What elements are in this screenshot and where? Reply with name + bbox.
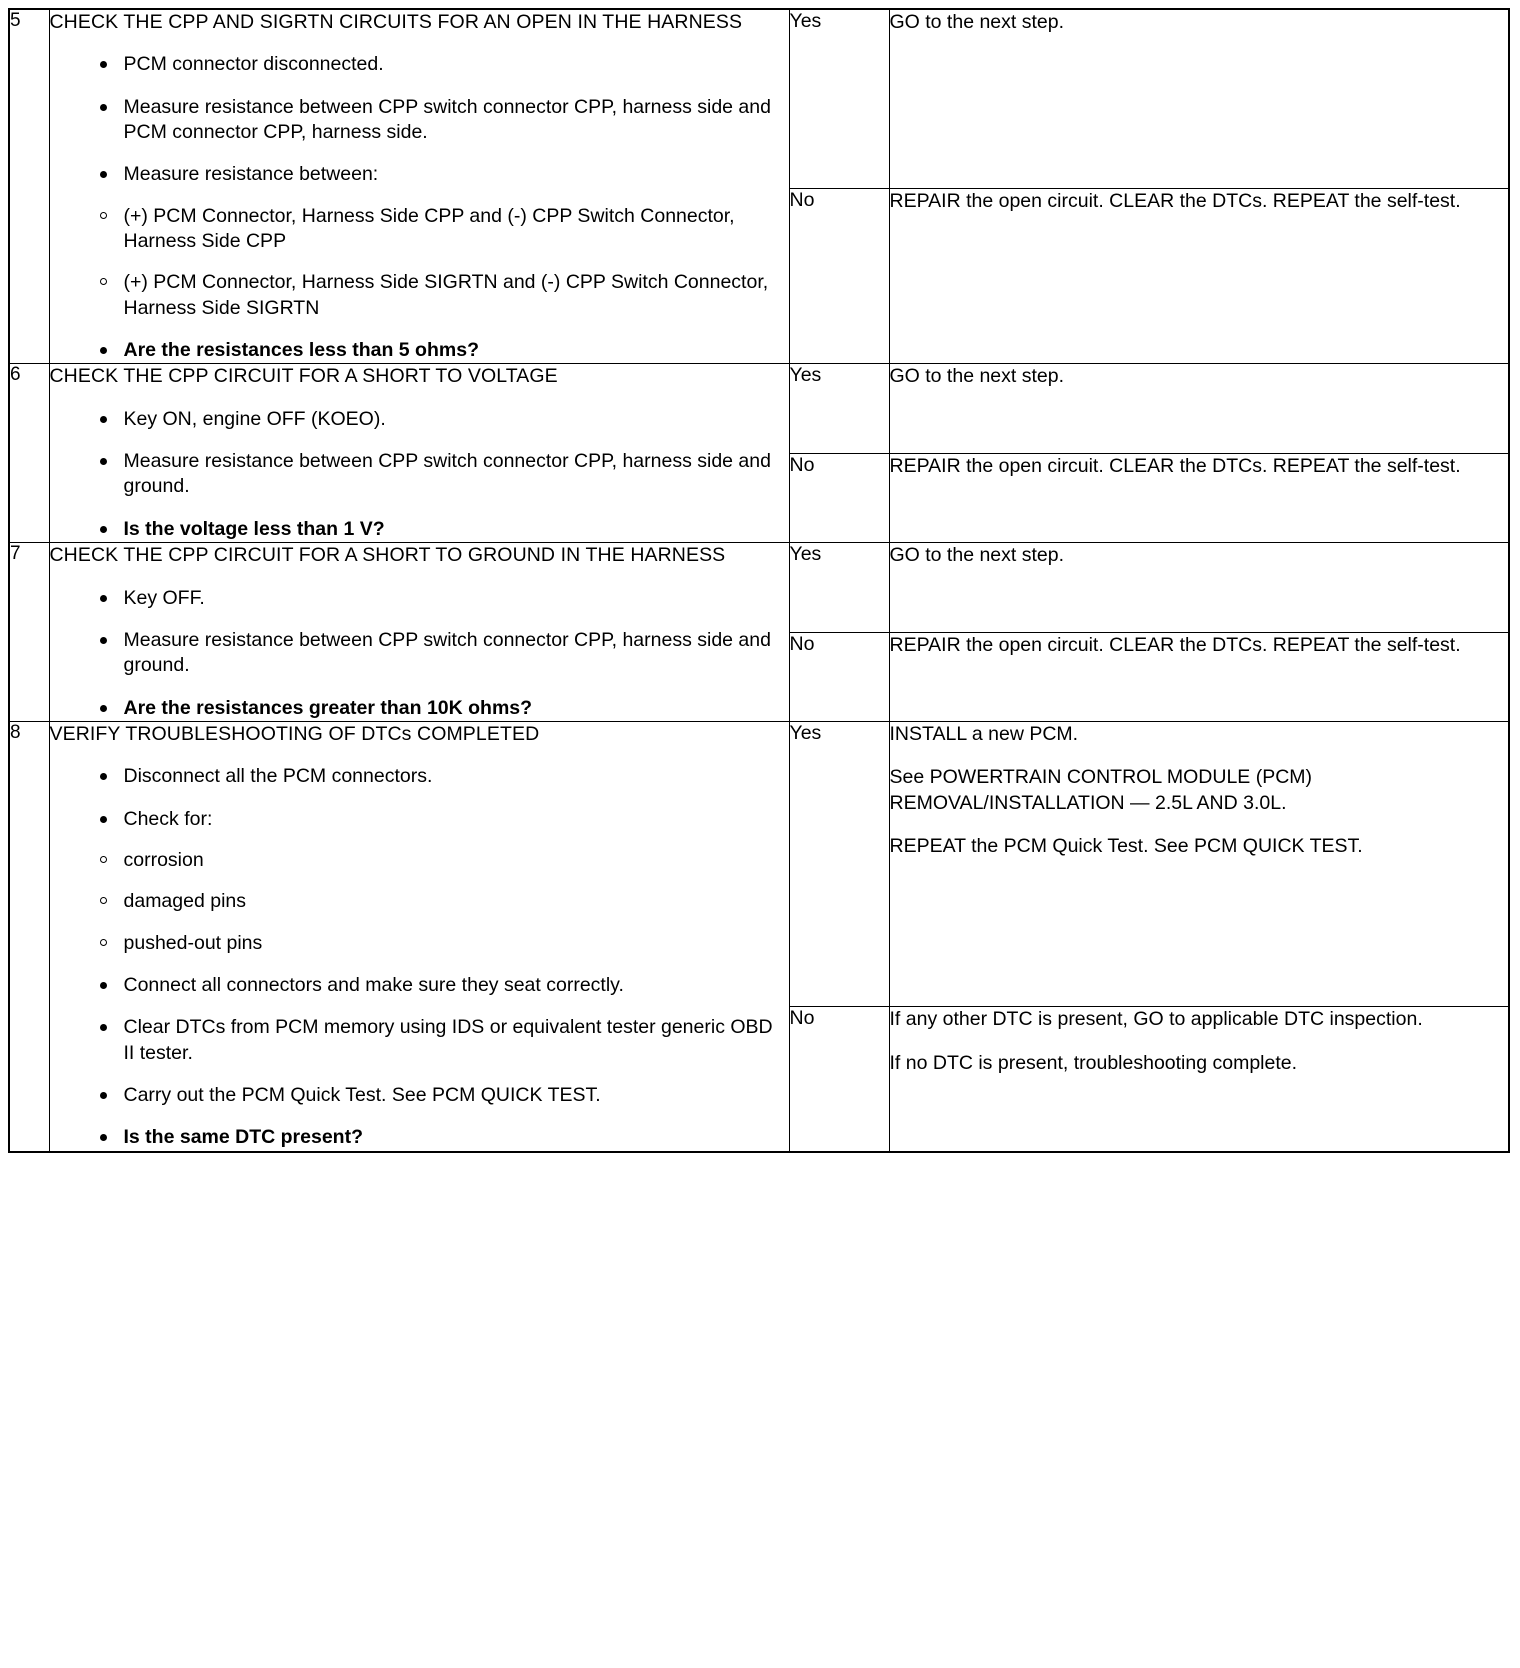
direction-text: INSTALL a new PCM. [889,722,1079,745]
step-action [49,721,789,1151]
direction-text: REPAIR the open circuit. CLEAR the DTCs. REPEAT the self-test. [889,454,1461,477]
list-item: Measure resistance between CPP switch connector CPP, harness side and PCM connector CPP, harness side. [98,95,789,146]
outcome-answer: No [789,1007,889,1152]
step-sub-bullet-list [50,848,789,956]
direction-text: REPEAT the PCM Quick Test. See PCM QUICK TEST. [889,834,1363,857]
step-question: Is the voltage less than 1 V? [98,517,789,542]
direction-text: REPAIR the open circuit. CLEAR the DTCs. REPEAT the self-test. [889,189,1461,212]
step-question-list [50,338,789,363]
table-row [9,721,1509,1006]
step-title: CHECK THE CPP CIRCUIT FOR A SHORT TO VOLTAGE [49,365,558,388]
outcome-answer: No [789,453,889,542]
step-sub-bullet-list [50,204,789,321]
list-item: Clear DTCs from PCM memory using IDS or equivalent tester generic OBD II tester. [98,1015,789,1066]
outcome-answer: Yes [789,721,889,1006]
step-number: 8 [9,721,49,1151]
list-item: pushed-out pins [98,931,789,956]
step-bullet-list-cont [50,973,789,1151]
list-item: Measure resistance between CPP switch connector CPP, harness side and ground. [98,449,789,500]
list-item: (+) PCM Connector, Harness Side SIGRTN and (-) CPP Switch Connector, Harness Side SIGRTN [98,270,789,321]
direction-text: REPAIR the open circuit. CLEAR the DTCs. REPEAT the self-test. [889,633,1461,656]
list-item: Check for: [98,807,789,832]
list-item: Disconnect all the PCM connectors. [98,764,789,789]
table-row [9,364,1509,453]
direction-text: GO to the next step. [889,365,1065,388]
outcome-directions [889,543,1509,632]
step-question: Are the resistances greater than 10K ohms? [98,696,789,721]
list-item: Connect all connectors and make sure they seat correctly. [98,973,789,998]
step-action [49,364,789,543]
step-bullet-list [50,407,789,542]
list-item: (+) PCM Connector, Harness Side CPP and (-) CPP Switch Connector, Harness Side CPP [98,204,789,255]
list-item: Carry out the PCM Quick Test. See PCM QUICK TEST. [98,1083,789,1108]
step-action [49,9,789,364]
step-title: CHECK THE CPP AND SIGRTN CIRCUITS FOR AN OPEN IN THE HARNESS [49,11,743,33]
step-bullet-list [50,764,789,832]
outcome-directions [889,721,1509,1006]
step-number: 5 [9,9,49,364]
list-item: damaged pins [98,889,789,914]
direction-text: GO to the next step. [889,544,1065,567]
outcome-directions [889,453,1509,542]
outcome-directions [889,9,1509,188]
step-question: Is the same DTC present? [98,1125,789,1150]
step-question: Are the resistances less than 5 ohms? [98,338,789,363]
list-item: Key ON, engine OFF (KOEO). [98,407,789,432]
direction-text: If any other DTC is present, GO to applicable DTC inspection. [889,1008,1423,1031]
outcome-directions [889,364,1509,453]
direction-text: If no DTC is present, troubleshooting complete. [889,1051,1298,1074]
list-item: Measure resistance between CPP switch connector CPP, harness side and ground. [98,628,789,679]
step-bullet-list [50,52,789,187]
diagnostic-table [8,8,1510,1153]
step-action [49,543,789,722]
list-item: corrosion [98,848,789,873]
outcome-answer: Yes [789,9,889,188]
outcome-answer: No [789,188,889,364]
outcome-answer: No [789,632,889,721]
outcome-directions [889,1007,1509,1152]
outcome-directions [889,632,1509,721]
outcome-answer: Yes [789,543,889,632]
outcome-answer: Yes [789,364,889,453]
step-bullet-list [50,586,789,721]
outcome-directions [889,188,1509,364]
step-number: 7 [9,543,49,722]
direction-text: GO to the next step. [889,11,1065,33]
list-item: PCM connector disconnected. [98,52,789,77]
table-row [9,543,1509,632]
step-title: CHECK THE CPP CIRCUIT FOR A SHORT TO GROUND IN THE HARNESS [49,544,726,567]
step-title: VERIFY TROUBLESHOOTING OF DTCs COMPLETED [49,722,540,745]
list-item: Key OFF. [98,586,789,611]
table-row [9,9,1509,188]
list-item: Measure resistance between: [98,162,789,187]
direction-text: See POWERTRAIN CONTROL MODULE (PCM) REMOVAL/INSTALLATION — 2.5L AND 3.0L. [889,766,1313,814]
step-number: 6 [9,364,49,543]
